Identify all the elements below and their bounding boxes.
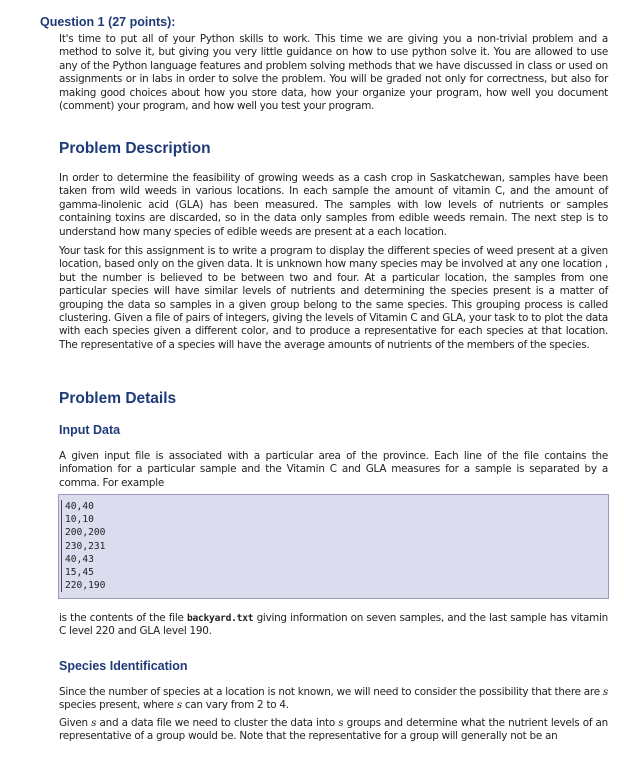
species-p2-text-a: Given [59,717,92,729]
species-p1-text-a: Since the number of species at a location is not known, we will need to consider the possibility that there are [59,686,603,698]
species-paragraph-2 [59,717,608,744]
species-p2-text-b: and a data file we need to cluster the data into [96,717,339,729]
code-line: 10,10 [65,514,94,526]
variable-s: s [91,717,97,729]
filename: backyard.txt [186,613,254,624]
code-example-box [58,494,609,599]
description-paragraph-1: In order to determine the feasibility of growing weeds as a cash crop in Saskatchewan, samples have been taken from wild weeds in various locations. In each sample the amount of vitamin C, and the amount of gamma-linolenic acid (GLA) has been measured. The samples with low levels of nutrients or samples containing toxins are discarded, so in the data only samples from edible weeds remain. The next step is to understand how many species of edible weeds are present at a each location. [59,172,608,238]
code-line: 230,231 [65,540,106,552]
species-paragraph-1 [59,686,608,713]
after-code-text-end: giving information on seven samples, and the last sample has vitamin C level 220 and GLA level 190. [59,612,608,638]
problem-description-heading: Problem Description [59,140,211,157]
input-data-heading: Input Data [59,423,121,437]
code-example-lines [61,500,105,592]
input-data-paragraph: A given input file is associated with a particular area of the province. Each line of the file contains the infomation for a particular sample and the Vitamin C and GLA measures for a sample is separated by a comma. For example [59,450,608,489]
species-p2-text-c: groups and determine what the nutrient levels of an representative of a group would be. Note that the representative for a group will generally not be an [59,717,608,743]
variable-s: s [176,699,182,712]
species-p1-text-b: species present, where [59,699,177,712]
code-line: 220,190 [65,580,106,592]
code-line: 200,200 [65,527,106,539]
question-title: Question 1 (27 points): [40,15,176,29]
code-line: 15,45 [65,567,94,579]
after-code-paragraph [59,612,608,639]
code-line: 40,43 [65,553,94,565]
code-line: 40,40 [65,501,94,512]
variable-s: s [602,686,609,698]
description-paragraph-2: Your task for this assignment is to write a program to display the different species of weed present at a given location, based only on the given data. It is unknown how many species may be involved at any one location , but the number is believed to be between two and four. At a particular location, the samples from one particular species will have similar levels of nutrients and determining the species present is a matter of grouping the data so samples in a given group belong to the same species. This grouping process is called clustering. Given a file of pairs of integers, giving the levels of Vitamin C and GLA, your task to to plot the data with each species given a different color, and to produce a representative for each species at that location. The representative of a species will have the average amounts of nutrients of the members of the species. [59,245,608,351]
intro-paragraph: It's time to put all of your Python skills to work. This time we are giving you a non-trivial problem and a method to solve it, but giving you very little guidance on how to use python solve it. You are allowed to use any of the Python language features and problem solving methods that we have discussed in class or used on assignments or in labs in order to solve the problem. You will be graded not only for correctness, but also for making good choices about how you store data, how your organize your program, how well you document (comment) your program, and how well you test your program. [59,33,608,113]
species-p1-text-c: can vary from 2 to 4. [181,699,289,712]
species-identification-heading: Species Identification [59,659,188,673]
problem-details-heading: Problem Details [59,390,177,407]
after-code-text-start: is the contents of the file [59,612,187,624]
variable-s: s [338,717,344,729]
